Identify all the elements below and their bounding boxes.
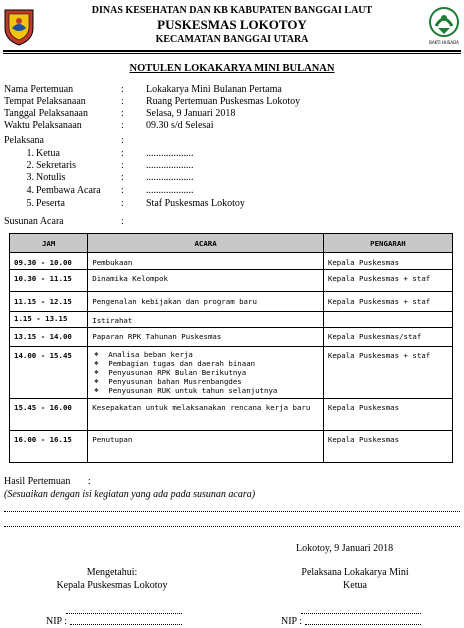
document-title: NOTULEN LOKAKARYA MINI BULANAN (129, 63, 335, 74)
agenda-header-row (10, 234, 453, 253)
acara-sublist (92, 350, 319, 395)
pelaksana-number: 2. (26, 160, 34, 171)
detail-value: Selasa, 9 Januari 2018 (146, 108, 236, 119)
detail-value: Ruang Pertemuan Puskesmas Lokotoy (146, 96, 301, 107)
jam-cell: 09.30 - 10.00 (10, 253, 88, 270)
acara-cell: Istirahat (88, 312, 324, 328)
signature-left (12, 566, 212, 592)
table-row (10, 347, 453, 399)
acara-cell: Pengenalan kebijakan dan program baru (88, 292, 324, 312)
list-item: ❖ Penyusunan RPK Bulan Berikutnya (92, 368, 319, 377)
header-puskesmas: PUSKESMAS LOKOTOY (157, 17, 307, 32)
detail-colon: : (121, 108, 124, 119)
col-header-jam: JAM (10, 234, 88, 253)
detail-colon: : (121, 84, 124, 95)
detail-colon: : (121, 185, 124, 196)
table-row (10, 328, 453, 347)
pengarah-cell: Kepala Puskesmas + staf (323, 270, 452, 292)
pelaksana-role: Notulis (36, 172, 66, 183)
nip-left-label: NIP : (46, 616, 68, 627)
table-row (10, 253, 453, 270)
pengarah-cell: Kepala Puskesmas (323, 253, 452, 270)
table-row (10, 292, 453, 312)
svg-text:BAKTI HUSADA: BAKTI HUSADA (429, 40, 459, 45)
pelaksana-label: Pelaksana (4, 135, 44, 146)
pelaksana-number: 4. (26, 185, 34, 196)
table-row (10, 399, 453, 431)
list-item: ❖ Penyusunan bahan Musrenbangdes (92, 377, 319, 386)
pengarah-cell: Kepala Puskesmas/staf (323, 328, 452, 347)
acara-cell: Penutupan (88, 431, 324, 463)
detail-colon: : (121, 160, 124, 171)
jam-cell: 11.15 - 12.15 (10, 292, 88, 312)
jam-cell: 14.00 - 15.45 (10, 347, 88, 399)
jam-cell: 10.30 - 11.15 (10, 270, 88, 292)
detail-colon: : (121, 172, 124, 183)
nip-left-line (70, 624, 182, 625)
col-header-pengarah: PENGARAH (323, 234, 452, 253)
jam-cell: 16.00 - 16.15 (10, 431, 88, 463)
detail-label: Nama Pertemuan (4, 84, 74, 95)
pengarah-cell (323, 312, 452, 328)
jam-cell: 13.15 - 14.00 (10, 328, 88, 347)
hasil-colon: : (88, 476, 91, 487)
pelaksana-value: ................... (146, 185, 194, 196)
table-row (10, 431, 453, 463)
pelaksana-role: Pembawa Acara (36, 185, 101, 196)
list-item: ❖ Penyusunan RUK untuk tahun selanjutnya (92, 386, 319, 395)
detail-value: 09.30 s/d Selesai (146, 120, 214, 131)
pelaksana-role: Ketua (36, 148, 60, 159)
nip-right-line (305, 624, 421, 625)
table-row (10, 270, 453, 292)
sign-left-title: Kepala Puskesmas Lokotoy (56, 580, 168, 591)
detail-label: Tanggal Pelaksanaan (4, 108, 88, 119)
pengarah-cell: Kepala Puskesmas + staf (323, 347, 452, 399)
hasil-note: (Sesuaikan dengan isi kegiatan yang ada pada susunan acara) (4, 489, 256, 500)
list-item: ❖ Analisa beban kerja (92, 350, 319, 359)
acara-cell: Dinamika Kelompok (88, 270, 324, 292)
detail-colon: : (121, 148, 124, 159)
acara-cell: Paparan RPK Tahunan Puskesmas (88, 328, 324, 347)
pengarah-cell: Kepala Puskesmas + staf (323, 292, 452, 312)
jam-cell: 15.45 - 16.00 (10, 399, 88, 431)
signature-right (255, 566, 455, 592)
pelaksana-value: ................... (146, 160, 194, 171)
signature-right-line (301, 613, 421, 614)
acara-cell (88, 347, 324, 399)
sign-right-title: Ketua (343, 580, 367, 591)
header-rule-thin (3, 53, 461, 54)
pelaksana-role: Peserta (36, 198, 65, 209)
pelaksana-number: 5. (26, 198, 34, 209)
header-rule (3, 50, 461, 52)
detail-value: Lokakarya Mini Bulanan Pertama (146, 84, 282, 95)
place-date: Lokotoy, 9 Januari 2018 (296, 543, 394, 554)
pelaksana-value: ................... (146, 172, 194, 183)
detail-label: Tempat Pelaksanaan (4, 96, 86, 107)
pelaksana-role: Sekretaris (36, 160, 76, 171)
pelaksana-number: 3. (26, 172, 34, 183)
signature-left-line (66, 613, 182, 614)
susunan-acara-label: Susunan Acara (4, 216, 64, 227)
col-header-acara: ACARA (88, 234, 324, 253)
agenda-table (9, 233, 453, 463)
hasil-pertemuan-label: Hasil Pertemuan (4, 476, 71, 487)
detail-colon: : (121, 216, 124, 227)
list-item: ❖ Pembagian tugas dan daerah binaan (92, 359, 319, 368)
nip-right-label: NIP : (281, 616, 303, 627)
table-row (10, 312, 453, 328)
detail-colon: : (121, 96, 124, 107)
sign-left-line1: Mengetahui: (86, 567, 138, 578)
dotted-line (4, 526, 460, 527)
detail-label: Waktu Pelaksanaan (4, 120, 82, 131)
pengarah-cell: Kepala Puskesmas (323, 431, 452, 463)
sign-right-line1: Pelaksana Lokakarya Mini (301, 567, 409, 578)
pelaksana-value: ................... (146, 148, 194, 159)
header-kecamatan: KECAMATAN BANGGAI UTARA (155, 34, 309, 45)
detail-colon: : (121, 135, 124, 146)
detail-colon: : (121, 198, 124, 209)
jam-cell: 1.15 - 13.15 (10, 312, 88, 328)
pelaksana-number: 1. (26, 148, 34, 159)
pelaksana-value: Staf Puskesmas Lokotoy (146, 198, 245, 209)
acara-cell: Pembukaan (88, 253, 324, 270)
acara-cell: Kesepakatan untuk melaksanakan rencana kerja baru (88, 399, 324, 431)
detail-colon: : (121, 120, 124, 131)
pengarah-cell: Kepala Puskesmas (323, 399, 452, 431)
header-agency: DINAS KESEHATAN DAN KB KABUPATEN BANGGAI LAUT (91, 5, 373, 16)
dotted-line (4, 511, 460, 512)
